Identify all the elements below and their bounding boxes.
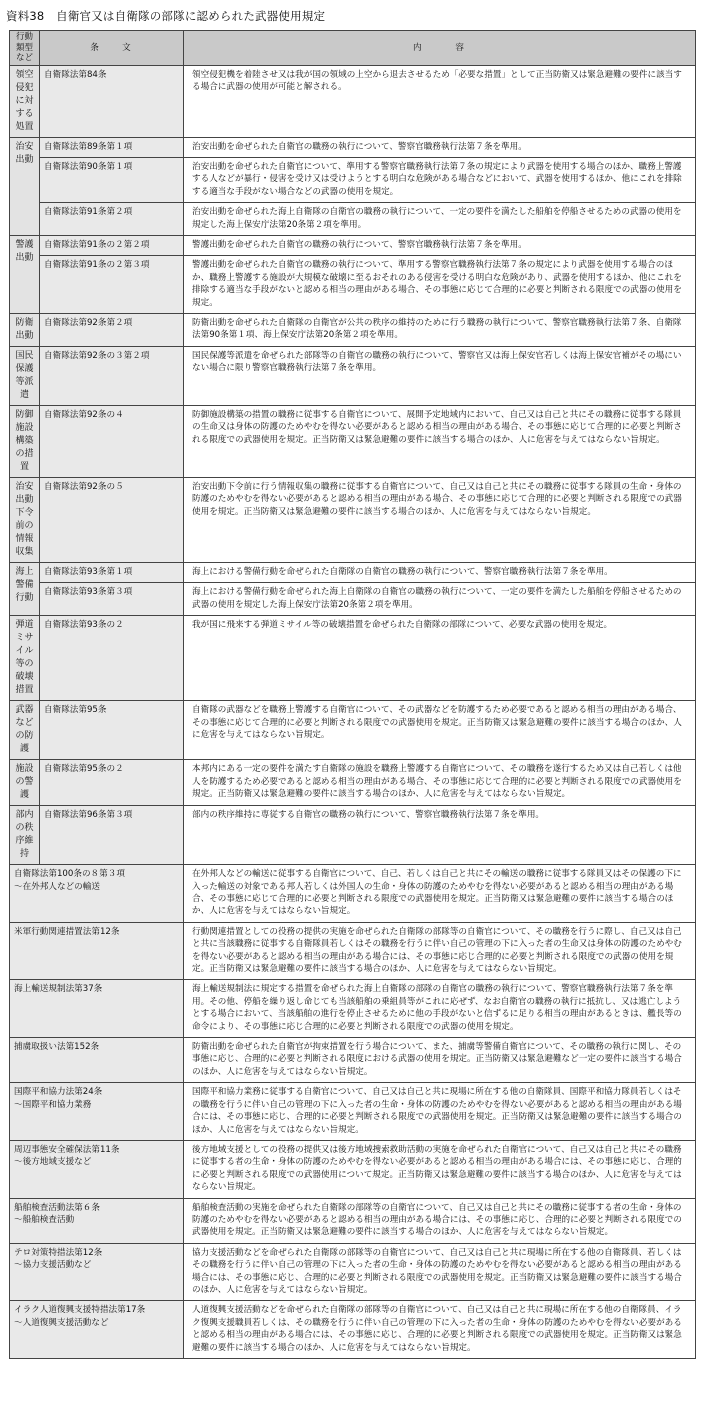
table-row — [10, 583, 696, 616]
content-cell: 海上における警備行動を命ぜられた海上自衛隊の自衛官の職務の執行について、一定の要件を満たした船舶を停船させるための武器の使用を規定した海上保安庁法第20条第２項を準用。 — [184, 583, 696, 616]
category-cell: 防衛出動 — [10, 313, 40, 346]
table-row — [10, 477, 696, 562]
table-row — [10, 1140, 696, 1198]
category-cell: 警護出動 — [10, 235, 40, 313]
table-row — [10, 562, 696, 582]
content-cell: 防衛出動を命ぜられた自衛官が拘束措置を行う場合について、また、捕虜等警備自衛官について、その職務の執行に関し、その事態に応じ、合理的に必要と判断される限度における武器の使用を規定。正当防衛又は緊急避難など一定の要件に該当する場合のほか、人に危害を与えてはならない旨規定。 — [184, 1038, 696, 1083]
article-cell: 自衛隊法第91条第２項 — [40, 203, 184, 236]
category-cell: 領空侵犯に対する処置 — [10, 65, 40, 137]
content-cell: 後方地域支援としての役務の提供又は後方地域捜索救助活動の実施を命ぜられた自衛官について、自己又は自己と共にその職務に従事する者の生命・身体の防護のためやむを得ない必要があると認める相当の理由がある場合には、その事態に応じ、合理的に必要と判断される限度での武器使用について規定。正当防衛又は緊急避難の要件に該当する場合のほか、人に危害を与えてはならない旨規定。 — [184, 1140, 696, 1198]
content-cell: 治安出動を命ぜられた海上自衛隊の自衛官の職務の執行について、一定の要件を満たした船舶を停船させるための武器の使用を規定した海上保安庁法第20条第２項を準用。 — [184, 203, 696, 236]
article-cell: 自衛隊法第93条第３項 — [40, 583, 184, 616]
article-cell: 周辺事態安全確保法第11条 ～後方地域支援など — [10, 1140, 184, 1198]
article-cell: 捕虜取扱い法第152条 — [10, 1038, 184, 1083]
content-cell: 警護出動を命ぜられた自衛官の職務の執行について、準用する警察官職務執行法第７条の規定により武器を使用する場合のほか、職務上警護する施設が大規模な破壊に至るおそれのある侵害を受ける明白な危険があり、武器を使用するほか、他にこれを排除する適当な手段がないと認める相当の理由がある場合、その事態に応じて合理的に必要と判断される限度での武器の使用を規定。 — [184, 256, 696, 314]
category-cell: 治安出動 — [10, 137, 40, 235]
article-cell: 自衛隊法第92条の５ — [40, 477, 184, 562]
article-cell: 自衛隊法第100条の８第３項 ～在外邦人などの輸送 — [10, 865, 184, 923]
article-cell: 国際平和協力法第24条 ～国際平和協力業務 — [10, 1083, 184, 1141]
content-cell: 治安出動を命ぜられた自衛官の職務の執行について、警察官職務執行法第７条を準用。 — [184, 137, 696, 157]
table-row — [10, 865, 696, 923]
content-cell: 行動関連措置としての役務の提供の実施を命ぜられた自衛隊の部隊等の自衛官について、その職務を行うに際し、自己又は自己と共に当該職務に従事する自衛隊員若しくはその職務を行うに伴い自己の管理の下に入った者の生命又は身体の防護のためやむを得ない必要があると認める相当の理由がある場合には、その事態に応じ合理的に必要と判断される限度での武器の使用を規定。正当防衛又は緊急避難の要件に該当する場合のほか、人に危害を与えてはならない旨規定。 — [184, 922, 696, 980]
content-cell: 海上における警備行動を命ぜられた自衛隊の自衛官の職務の執行について、警察官職務執行法第７条を準用。 — [184, 562, 696, 582]
weapon-use-provisions-table — [9, 30, 696, 1359]
content-cell: 防衛出動を命ぜられた自衛隊の自衛官が公共の秩序の維持のために行う職務の執行について、警察官職務執行法第７条、自衛隊法第90条第１項、海上保安庁法第20条第２項を準用。 — [184, 313, 696, 346]
content-cell: 領空侵犯機を着陸させ又は我が国の領域の上空から退去させるため「必要な措置」として正当防衛又は緊急避難の要件に該当する場合に武器の使用が可能と解される。 — [184, 65, 696, 137]
table-header-row — [10, 31, 696, 66]
article-cell: 自衛隊法第84条 — [40, 65, 184, 137]
article-cell: 自衛隊法第92条第２項 — [40, 313, 184, 346]
article-cell: 海上輸送規制法第37条 — [10, 980, 184, 1038]
article-cell: テロ対策特措法第12条 ～協力支援活動など — [10, 1243, 184, 1301]
header-article: 条 文 — [40, 31, 184, 66]
article-cell: 自衛隊法第95条の２ — [40, 760, 184, 806]
table-row — [10, 313, 696, 346]
content-cell: 国際平和協力業務に従事する自衛官について、自己又は自己と共に現場に所在する他の自衛隊員、国際平和協力隊員若しくはその職務を行うに伴い自己の管理の下に入った者の生命・身体の防護のためやむを得ない必要があると認める相当の理由がある場合には、その事態に応じ、合理的に必要と判断される限度での武器使用を規定。正当防衛又は緊急避難の要件に該当する場合のほか、人に危害を与えてはならない旨規定。 — [184, 1083, 696, 1141]
content-cell: 治安出動下令前に行う情報収集の職務に従事する自衛官について、自己又は自己と共にその職務に従事する隊員の生命・身体の防護のためやむを得ない必要があると認める相当の理由がある場合、その事態に応じて合理的に必要と判断される限度での武器使用を規定。正当防衛又は緊急避難の要件に該当する場合のほか、人に危害を与えてはならない旨規定。 — [184, 477, 696, 562]
table-row — [10, 922, 696, 980]
content-cell: 協力支援活動などを命ぜられた自衛隊の部隊等の自衛官について、自己又は自己と共に現場に所在する他の自衛隊員、若しくはその職務を行うに伴い自己の管理の下に入った者の生命・身体の防護のためやむを得ない必要があると認める相当の理由がある場合には、その事態に応じ、合理的に必要と判断される限度での武器使用を規定。正当防衛又は緊急避難の要件に該当する場合のほか、人に危害を与えてはならない旨規定。 — [184, 1243, 696, 1301]
article-cell: 自衛隊法第91条の２第３項 — [40, 256, 184, 314]
content-cell: 本邦内にある一定の要件を満たす自衛隊の施設を職務上警護する自衛官について、その職務を遂行するため又は自己若しくは他人を防護するため必要であると認める相当の理由がある場合、その事態に応じて合理的に必要と判断される限度での武器使用を規定。正当防衛又は緊急避難の要件に該当する場合のほか、人に危害を与えてはならない旨規定。 — [184, 760, 696, 806]
header-category: 行動類型など — [10, 31, 40, 66]
article-cell: 自衛隊法第89条第１項 — [40, 137, 184, 157]
table-row — [10, 137, 696, 157]
article-cell: 自衛隊法第92条の３第２項 — [40, 346, 184, 405]
article-cell: 自衛隊法第92条の４ — [40, 405, 184, 477]
category-cell: 国民保護等派遣 — [10, 346, 40, 405]
category-cell: 施設の警護 — [10, 760, 40, 806]
category-cell: 部内の秩序維持 — [10, 806, 40, 865]
table-row — [10, 346, 696, 405]
article-cell: 自衛隊法第91条の２第２項 — [40, 235, 184, 255]
document-title: 資料38 自衛官又は自衛隊の部隊に認められた武器使用規定 — [6, 9, 326, 23]
table-row — [10, 1083, 696, 1141]
table-row — [10, 760, 696, 806]
article-cell: 自衛隊法第96条第３項 — [40, 806, 184, 865]
table-row — [10, 157, 696, 202]
table-row — [10, 203, 696, 236]
table-row — [10, 806, 696, 865]
table-row — [10, 701, 696, 760]
content-cell: 船舶検査活動の実施を命ぜられた自衛隊の部隊等の自衛官について、自己又は自己と共にその職務に従事する者の生命・身体の防護のためやむを得ない必要があると認める相当の理由がある場合には、その事態に応じ、合理的に必要と判断される限度での武器使用を規定。正当防衛又は緊急避難の要件に該当する場合のほか、人に危害を与えてはならない旨規定。 — [184, 1198, 696, 1243]
table-row — [10, 1198, 696, 1243]
table-row — [10, 405, 696, 477]
table-row — [10, 65, 696, 137]
content-cell: 部内の秩序維持に専従する自衛官の職務の執行について、警察官職務執行法第７条を準用。 — [184, 806, 696, 865]
content-cell: 自衛隊の武器などを職務上警護する自衛官について、その武器などを防護するため必要であると認める相当の理由がある場合、その事態に応じて合理的に必要と判断される限度での武器使用を規定。正当防衛又は緊急避難の要件に該当する場合のほか、人に危害を与えてはならない旨規定。 — [184, 701, 696, 760]
article-cell: 米軍行動関連措置法第12条 — [10, 922, 184, 980]
category-cell: 武器などの防護 — [10, 701, 40, 760]
content-cell: 警護出動を命ぜられた自衛官の職務の執行について、警察官職務執行法第７条を準用。 — [184, 235, 696, 255]
content-cell: 我が国に飛来する弾道ミサイル等の破壊措置を命ぜられた自衛隊の部隊について、必要な武器の使用を規定。 — [184, 616, 696, 701]
content-cell: 在外邦人などの輸送に従事する自衛官について、自己、若しくは自己と共にその輸送の職務に従事する隊員又はその保護の下に入った輸送の対象である邦人若しくは外国人の生命・身体の防護のためやむを得ない必要があると認める相当の理由がある場合、その事態に応じて合理的に必要と判断される限度での武器使用を規定。正当防衛又は緊急避難の要件に該当する場合のほか、人に危害を与えてはならない旨規定。 — [184, 865, 696, 923]
category-cell: 海上警備行動 — [10, 562, 40, 615]
content-cell: 海上輸送規制法に規定する措置を命ぜられた海上自衛隊の部隊の自衛官の職務の執行について、警察官職務執行法第７条を準用。その他、停船を繰り返し命じても当該船舶の乗組員等がこれに応ぜず、なお自衛官の職務の執行に抵抗し、又は逃亡しようとする場合において、当該船舶の進行を停止させるために他の手段がないと信ずるに足りる相当の理由があるときは、艦長等の命令により、その事態に応じ合理的に必要と判断される限度での武器の使用を規定。 — [184, 980, 696, 1038]
content-cell: 人道復興支援活動などを命ぜられた自衛隊の部隊等の自衛官について、自己又は自己と共に現場に所在する他の自衛隊員、イラク復興支援職員若しくは、その職務を行うに伴い自己の管理の下に入った者の生命・身体の防護のためやむを得ない必要があると認める相当の理由がある場合には、その事態に応じ、合理的に必要と判断される限度での武器使用を規定。正当防衛又は緊急避難の要件に該当する場合のほか、人に危害を与えてはならない旨規定。 — [184, 1301, 696, 1359]
category-cell: 防御施設構築の措置 — [10, 405, 40, 477]
category-cell: 弾道ミサイル等の破壊措置 — [10, 616, 40, 701]
table-row — [10, 1301, 696, 1359]
header-content: 内 容 — [184, 31, 696, 66]
table-row — [10, 256, 696, 314]
article-cell: 自衛隊法第93条の２ — [40, 616, 184, 701]
article-cell: 船舶検査活動法第６条 ～船舶検査活動 — [10, 1198, 184, 1243]
content-cell: 国民保護等派遣を命ぜられた部隊等の自衛官の職務の執行について、警察官又は海上保安官若しくは海上保安官補がその場にいない場合に限り警察官職務執行法第７条を準用。 — [184, 346, 696, 405]
table-row — [10, 1243, 696, 1301]
article-cell: イラク人道復興支援特措法第17条 ～人道復興支援活動など — [10, 1301, 184, 1359]
article-cell: 自衛隊法第93条第１項 — [40, 562, 184, 582]
category-cell: 治安出動下令前の情報収集 — [10, 477, 40, 562]
content-cell: 防御施設構築の措置の職務に従事する自衛官について、展開予定地域内において、自己又は自己と共にその職務に従事する隊員の生命又は身体の防護のためやむを得ない必要があると認める相当の理由がある場合、その事態に応じて合理的に必要と判断される限度での武器使用を規定。正当防衛又は緊急避難の要件に該当する場合のほか、人に危害を与えてはならない旨規定。 — [184, 405, 696, 477]
article-cell: 自衛隊法第90条第１項 — [40, 157, 184, 202]
table-row — [10, 1038, 696, 1083]
article-cell: 自衛隊法第95条 — [40, 701, 184, 760]
table-row — [10, 235, 696, 255]
content-cell: 治安出動を命ぜられた自衛官について、準用する警察官職務執行法第７条の規定により武器を使用する場合のほか、職務上警護する人などが暴行・侵害を受け又は受けようとする明白な危険がある場合などにおいて、武器を使用するほか、他にこれを排除する適当な手段がない場合などの武器の使用を規定。 — [184, 157, 696, 202]
table-row — [10, 980, 696, 1038]
table-row — [10, 616, 696, 701]
